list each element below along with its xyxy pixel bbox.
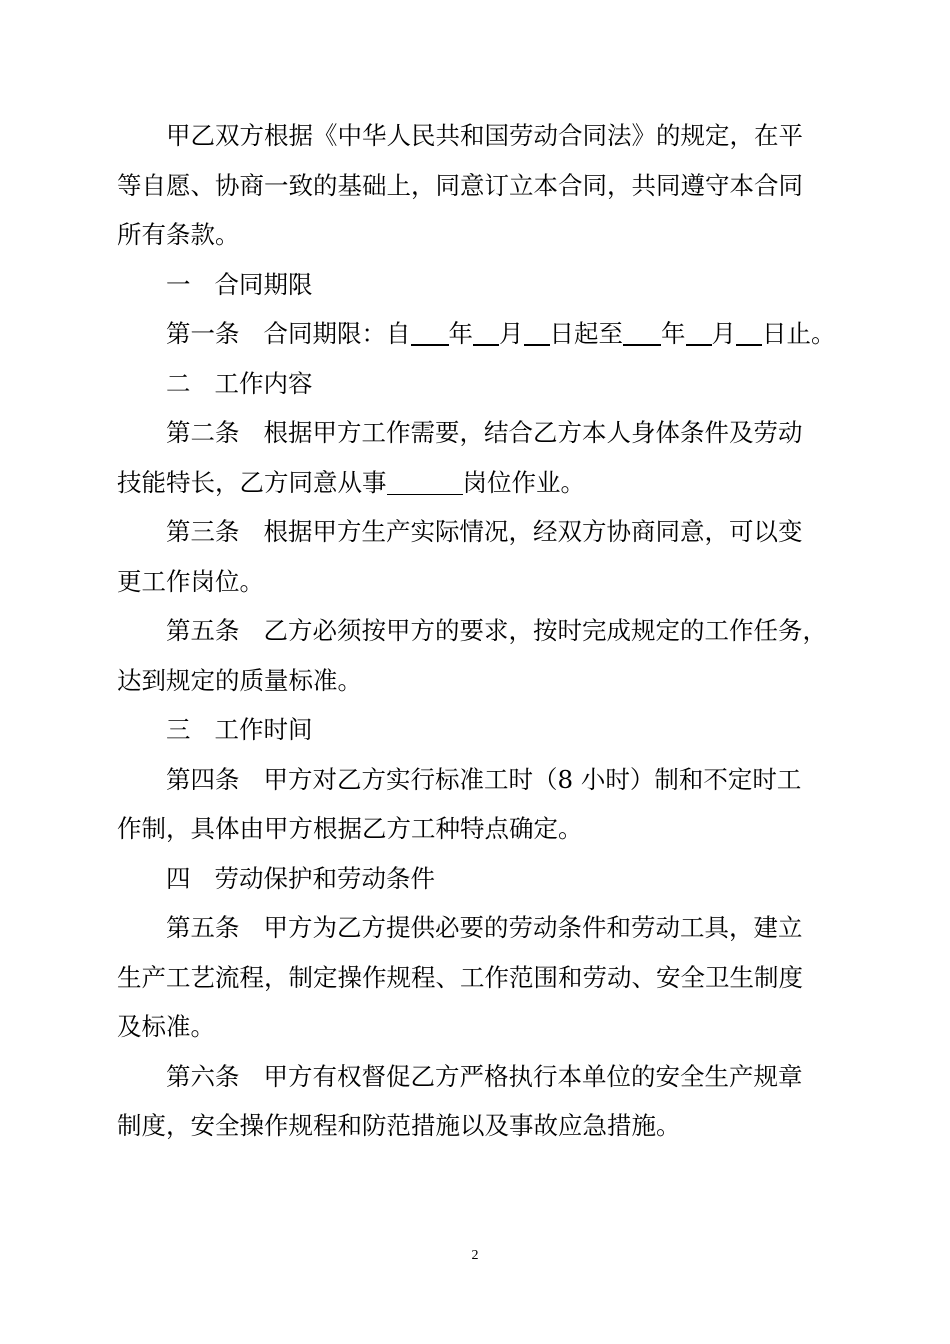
text-line: 等自愿、协商一致的基础上，同意订立本合同，共同遵守本合同 [117,170,803,200]
intro-paragraph [117,111,837,260]
text-run: 甲方对乙方实行标准工时（8 小时）制和不定时工 [263,764,802,794]
text-line: 所有条款。 [117,220,240,249]
article-1 [117,309,837,359]
end-day-blank[interactable] [736,320,762,346]
start-day-blank[interactable] [524,320,550,346]
article-label: 第二条 [166,418,240,447]
text-run: 技能特长，乙方同意从事 [117,467,387,497]
section-title: 工作内容 [214,368,313,398]
start-month-blank[interactable] [473,320,499,346]
section-number: 二 [166,368,191,398]
article-6 [117,1052,837,1151]
text-run: 岗位作业。 [462,467,585,497]
section-title: 工作时间 [214,715,313,744]
section-title: 劳动保护和劳动条件 [214,863,435,893]
document-page [117,111,837,1151]
text-line: 更工作岗位。 [117,566,264,596]
text-line: 及标准。 [117,1012,215,1041]
text-line: 甲乙双方根据《中华人民共和国劳动合同法》的规定，在平 [166,121,803,150]
text-run: 日起至 [549,319,623,348]
article-label: 第五条 [166,616,240,645]
text-line: 生产工艺流程，制定操作规程、工作范围和劳动、安全卫生制度 [117,962,803,992]
article-5-second [117,903,837,1052]
article-label: 第四条 [166,764,240,794]
text-run: 甲方为乙方提供必要的劳动条件和劳动工具，建立 [263,913,803,942]
start-year-blank[interactable] [411,320,449,346]
article-label: 第三条 [166,517,240,546]
section-heading-1 [117,260,837,310]
article-3 [117,507,837,606]
article-5-first [117,606,837,705]
article-4 [117,755,837,854]
page-number: 2 [471,1248,479,1263]
text-run: 月 [499,319,524,348]
text-run: 根据甲方工作需要，结合乙方本人身体条件及劳动 [263,418,803,447]
section-heading-3 [117,705,837,755]
section-number: 四 [166,863,191,893]
section-number: 三 [166,715,191,744]
section-heading-2 [117,359,837,409]
text-line: 制度，安全操作规程和防范措施以及事故应急措施。 [117,1111,681,1140]
section-heading-4 [117,854,837,904]
text-run: 年 [661,319,686,348]
text-run: 年 [448,319,473,348]
section-number: 一 [166,269,191,299]
text-run: 合同期限：自 [263,319,411,348]
section-title: 合同期限 [214,269,313,299]
text-run: 根据甲方生产实际情况，经双方协商同意，可以变 [263,517,803,546]
article-label: 第六条 [166,1061,240,1091]
text-line: 作制，具体由甲方根据乙方工种特点确定。 [117,814,583,843]
text-run: 乙方必须按甲方的要求，按时完成规定的工作任务， [263,616,827,645]
text-line: 达到规定的质量标准。 [117,665,362,695]
end-year-blank[interactable] [623,320,661,346]
text-run: 日止。 [762,319,836,348]
article-label: 第一条 [166,319,240,348]
text-run: 甲方有权督促乙方严格执行本单位的安全生产规章 [263,1061,803,1091]
position-blank[interactable] [387,470,463,495]
text-run: 月 [711,319,736,348]
article-2 [117,408,837,507]
article-label: 第五条 [166,913,240,942]
end-month-blank[interactable] [686,320,712,346]
